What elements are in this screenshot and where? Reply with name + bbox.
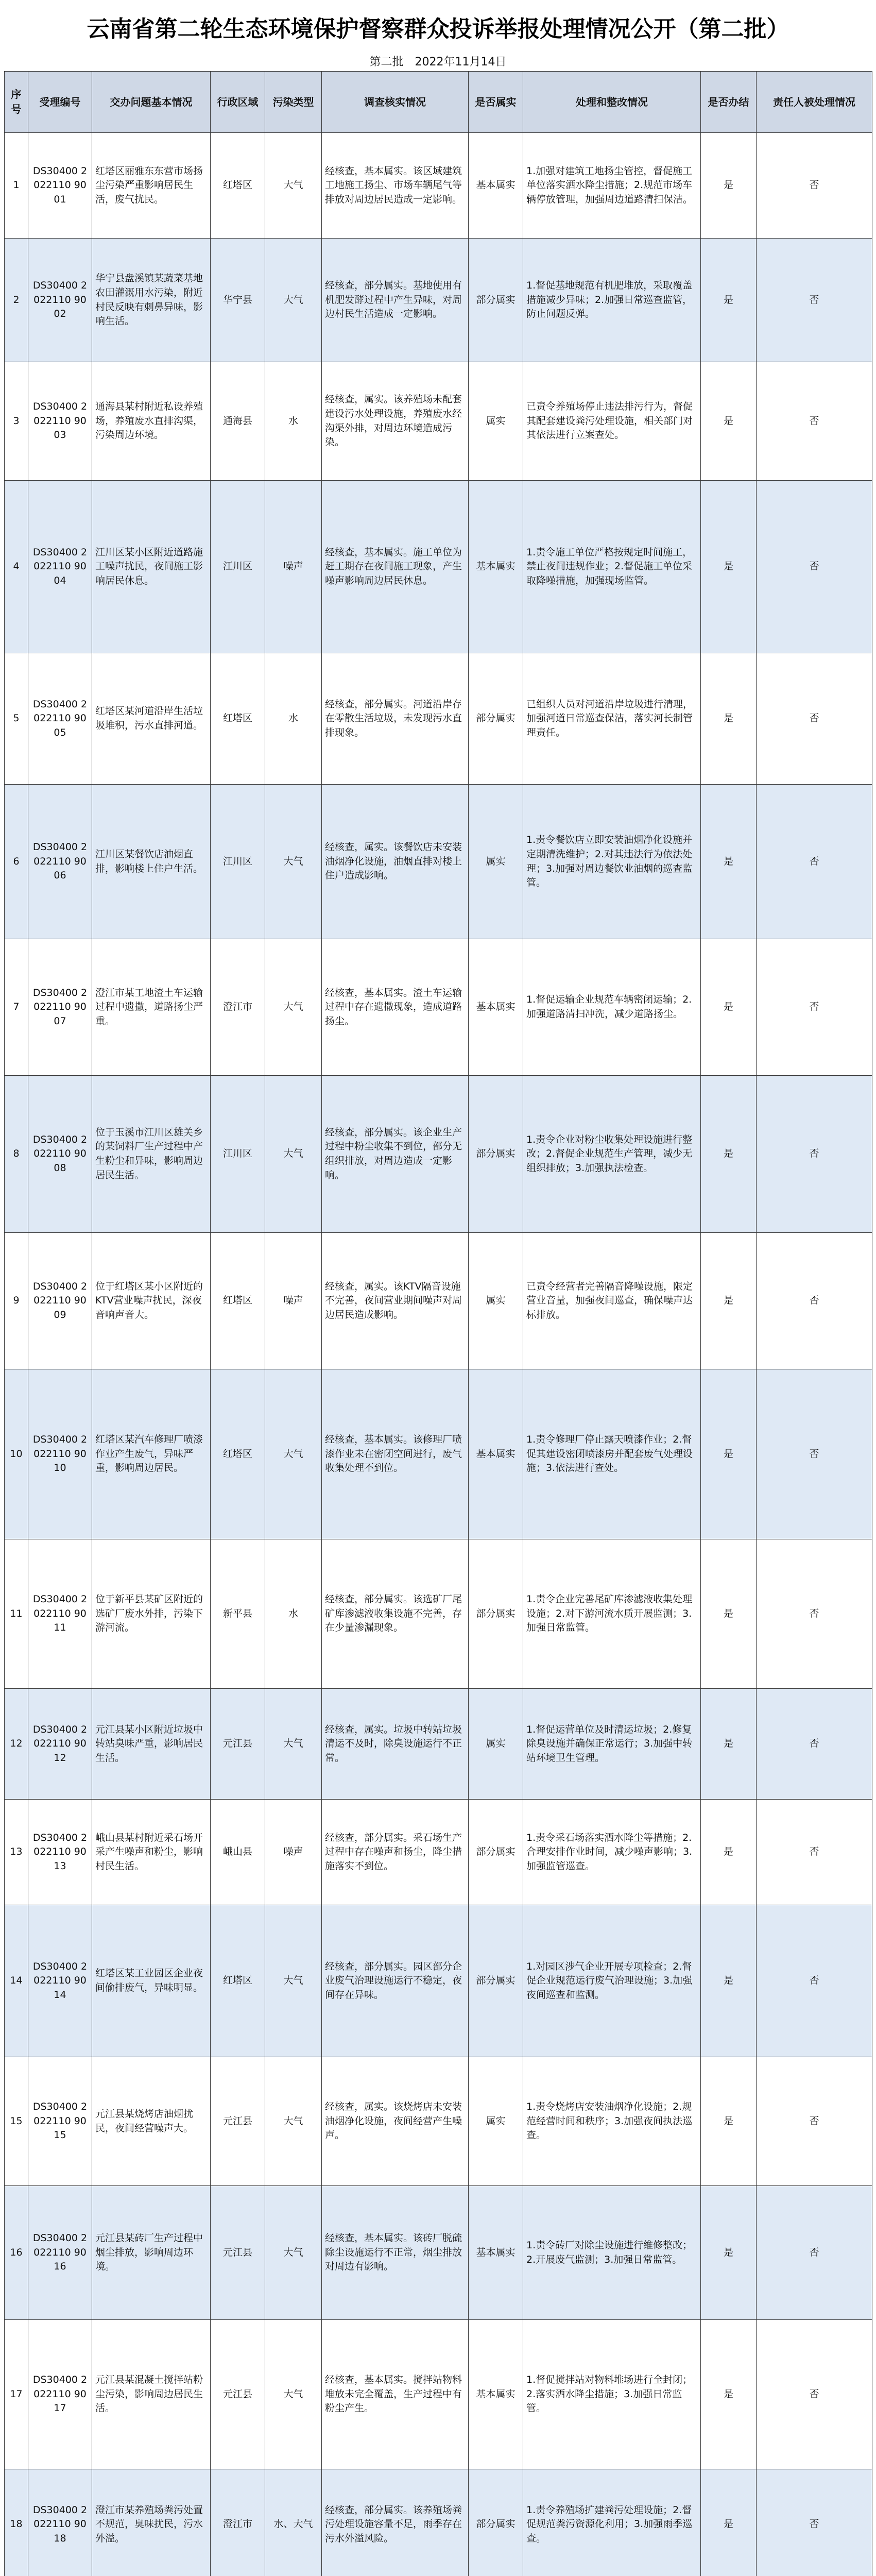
table-row <box>5 2320 872 2469</box>
row-type: 水 <box>265 362 322 481</box>
header-region: 行政区域 <box>211 72 265 133</box>
row-survey: 经核查，部分属实。该选矿厂尾矿库渗滤液收集设施不完善，存在少量渗漏现象。 <box>322 1539 469 1689</box>
row-type: 大气 <box>265 1369 322 1539</box>
row-fact: 属实 <box>469 1233 523 1369</box>
table-row <box>5 653 872 785</box>
row-issue: 元江县某砖厂生产过程中烟尘排放，影响周边环境。 <box>92 2186 211 2320</box>
header-id: 受理编号 <box>28 72 92 133</box>
row-id: DS30400 2022110 9001 <box>28 133 92 239</box>
header-type: 污染类型 <box>265 72 322 133</box>
row-punish: 否 <box>757 785 872 939</box>
table-row <box>5 2469 872 2576</box>
row-done: 是 <box>701 2057 757 2186</box>
row-id: DS30400 2022110 9013 <box>28 1800 92 1905</box>
table-row <box>5 1905 872 2057</box>
row-punish: 否 <box>757 939 872 1076</box>
row-done: 是 <box>701 239 757 362</box>
row-region: 澄江市 <box>211 939 265 1076</box>
row-issue: 位于玉溪市江川区雄关乡的某饲料厂生产过程中产生粉尘和异味，影响周边居民生活。 <box>92 1076 211 1233</box>
row-handling: 1.责令采石场落实洒水降尘等措施；2.合理安排作业时间，减少噪声影响；3.加强监管巡查。 <box>523 1800 701 1905</box>
row-survey: 经核查，属实。该养殖场未配套建设污水处理设施，养殖废水经沟渠外排，对周边环境造成污染。 <box>322 362 469 481</box>
row-survey: 经核查，基本属实。该砖厂脱硫除尘设施运行不正常，烟尘排放对周边有影响。 <box>322 2186 469 2320</box>
row-id: DS30400 2022110 9009 <box>28 1233 92 1369</box>
row-id: DS30400 2022110 9012 <box>28 1689 92 1800</box>
row-done: 是 <box>701 1539 757 1689</box>
row-fact: 部分属实 <box>469 239 523 362</box>
row-region: 通海县 <box>211 362 265 481</box>
complaint-table <box>4 71 872 2576</box>
row-id: DS30400 2022110 9008 <box>28 1076 92 1233</box>
table-row <box>5 362 872 481</box>
row-fact: 部分属实 <box>469 1076 523 1233</box>
page <box>4 3 872 2576</box>
row-issue: 红塔区丽雅东东营市场扬尘污染严重影响居民生活，废气扰民。 <box>92 133 211 239</box>
table-row <box>5 1233 872 1369</box>
row-done: 是 <box>701 1800 757 1905</box>
row-fact: 属实 <box>469 785 523 939</box>
row-handling: 1.责令企业对粉尘收集处理设施进行整改；2.督促企业规范生产管理，减少无组织排放；3.加强执法检查。 <box>523 1076 701 1233</box>
row-punish: 否 <box>757 1539 872 1689</box>
table-row <box>5 939 872 1076</box>
row-handling: 1.责令砖厂对除尘设施进行维修整改；2.开展废气监测；3.加强日常监管。 <box>523 2186 701 2320</box>
row-number: 7 <box>5 939 28 1076</box>
row-type: 大气 <box>265 2186 322 2320</box>
row-type: 水 <box>265 1539 322 1689</box>
row-number: 11 <box>5 1539 28 1689</box>
row-type: 大气 <box>265 1076 322 1233</box>
row-handling: 1.督促运输企业规范车辆密闭运输；2.加强道路清扫冲洗，减少道路扬尘。 <box>523 939 701 1076</box>
table-row <box>5 2057 872 2186</box>
row-fact: 基本属实 <box>469 133 523 239</box>
row-type: 大气 <box>265 939 322 1076</box>
row-survey: 经核查，部分属实。该企业生产过程中粉尘收集不到位，部分无组织排放，对周边造成一定影响。 <box>322 1076 469 1233</box>
header-no: 序号 <box>5 72 28 133</box>
row-survey: 经核查，部分属实。该养殖场粪污处理设施容量不足，雨季存在污水外溢风险。 <box>322 2469 469 2576</box>
table-row <box>5 785 872 939</box>
row-id: DS30400 2022110 9002 <box>28 239 92 362</box>
row-done: 是 <box>701 133 757 239</box>
row-fact: 基本属实 <box>469 939 523 1076</box>
row-done: 是 <box>701 1233 757 1369</box>
page-title: 云南省第二轮生态环境保护督察群众投诉举报处理情况公开（第二批） <box>87 16 789 42</box>
row-type: 噪声 <box>265 1233 322 1369</box>
row-punish: 否 <box>757 1369 872 1539</box>
row-done: 是 <box>701 2320 757 2469</box>
row-number: 13 <box>5 1800 28 1905</box>
row-issue: 华宁县盘溪镇某蔬菜基地农田灌溉用水污染，附近村民反映有刺鼻异味，影响生活。 <box>92 239 211 362</box>
row-fact: 基本属实 <box>469 2186 523 2320</box>
row-id: DS30400 2022110 9015 <box>28 2057 92 2186</box>
row-type: 噪声 <box>265 481 322 653</box>
row-done: 是 <box>701 1076 757 1233</box>
row-number: 5 <box>5 653 28 785</box>
row-number: 12 <box>5 1689 28 1800</box>
row-number: 9 <box>5 1233 28 1369</box>
row-type: 噪声 <box>265 1800 322 1905</box>
row-number: 2 <box>5 239 28 362</box>
table-row <box>5 481 872 653</box>
row-issue: 位于新平县某矿区附近的选矿厂废水外排，污染下游河流。 <box>92 1539 211 1689</box>
row-number: 18 <box>5 2469 28 2576</box>
row-issue: 江川区某小区附近道路施工噪声扰民，夜间施工影响居民休息。 <box>92 481 211 653</box>
row-fact: 属实 <box>469 1689 523 1800</box>
row-handling: 已责令经营者完善隔音降噪设施，限定营业音量，加强夜间巡查，确保噪声达标排放。 <box>523 1233 701 1369</box>
row-handling: 已责令养殖场停止违法排污行为，督促其配套建设粪污处理设施，相关部门对其依法进行立案查处。 <box>523 362 701 481</box>
row-region: 江川区 <box>211 785 265 939</box>
row-survey: 经核查，基本属实。该区域建筑工地施工扬尘、市场车辆尾气等排放对周边居民造成一定影响。 <box>322 133 469 239</box>
row-punish: 否 <box>757 481 872 653</box>
row-type: 大气 <box>265 785 322 939</box>
row-region: 华宁县 <box>211 239 265 362</box>
row-survey: 经核查，属实。该KTV隔音设施不完善，夜间营业期间噪声对周边居民造成影响。 <box>322 1233 469 1369</box>
header-fact: 是否属实 <box>469 72 523 133</box>
row-handling: 1.责令养殖场扩建粪污处理设施；2.督促规范粪污资源化利用；3.加强雨季巡查。 <box>523 2469 701 2576</box>
header-punish: 责任人被处理情况 <box>757 72 872 133</box>
row-done: 是 <box>701 785 757 939</box>
row-handling: 1.责令烧烤店安装油烟净化设施；2.规范经营时间和秩序；3.加强夜间执法巡查。 <box>523 2057 701 2186</box>
row-id: DS30400 2022110 9011 <box>28 1539 92 1689</box>
row-survey: 经核查，部分属实。基地使用有机肥发酵过程中产生异味，对周边村民生活造成一定影响。 <box>322 239 469 362</box>
row-survey: 经核查，基本属实。搅拌站物料堆放未完全覆盖，生产过程中有粉尘产生。 <box>322 2320 469 2469</box>
row-number: 17 <box>5 2320 28 2469</box>
row-issue: 元江县某小区附近垃圾中转站臭味严重，影响居民生活。 <box>92 1689 211 1800</box>
row-handling: 1.督促运营单位及时清运垃圾；2.修复除臭设施并确保正常运行；3.加强中转站环境卫生管理。 <box>523 1689 701 1800</box>
row-punish: 否 <box>757 2320 872 2469</box>
row-region: 红塔区 <box>211 1369 265 1539</box>
row-handling: 1.督促基地规范有机肥堆放，采取覆盖措施减少异味；2.加强日常巡查监管，防止问题反弹。 <box>523 239 701 362</box>
row-region: 元江县 <box>211 1689 265 1800</box>
row-survey: 经核查，基本属实。该修理厂喷漆作业未在密闭空间进行，废气收集处理不到位。 <box>322 1369 469 1539</box>
row-fact: 属实 <box>469 2057 523 2186</box>
row-number: 10 <box>5 1369 28 1539</box>
table-row <box>5 1076 872 1233</box>
row-punish: 否 <box>757 653 872 785</box>
row-done: 是 <box>701 481 757 653</box>
row-punish: 否 <box>757 1076 872 1233</box>
row-fact: 部分属实 <box>469 2469 523 2576</box>
row-issue: 红塔区某河道沿岸生活垃圾堆积，污水直排河道。 <box>92 653 211 785</box>
row-fact: 基本属实 <box>469 2320 523 2469</box>
row-survey: 经核查，部分属实。河道沿岸存在零散生活垃圾，未发现污水直排现象。 <box>322 653 469 785</box>
row-region: 江川区 <box>211 481 265 653</box>
table-row <box>5 1800 872 1905</box>
table-row <box>5 2186 872 2320</box>
table-row <box>5 1539 872 1689</box>
row-id: DS30400 2022110 9010 <box>28 1369 92 1539</box>
row-handling: 已组织人员对河道沿岸垃圾进行清理，加强河道日常巡查保洁，落实河长制管理责任。 <box>523 653 701 785</box>
row-id: DS30400 2022110 9004 <box>28 481 92 653</box>
table-row <box>5 1369 872 1539</box>
table-row <box>5 1689 872 1800</box>
row-fact: 部分属实 <box>469 653 523 785</box>
row-region: 红塔区 <box>211 133 265 239</box>
row-type: 水、大气 <box>265 2469 322 2576</box>
row-region: 红塔区 <box>211 1233 265 1369</box>
row-issue: 红塔区某工业园区企业夜间偷排废气，异味明显。 <box>92 1905 211 2057</box>
row-punish: 否 <box>757 1800 872 1905</box>
row-number: 6 <box>5 785 28 939</box>
row-number: 3 <box>5 362 28 481</box>
header-issue: 交办问题基本情况 <box>92 72 211 133</box>
row-type: 大气 <box>265 1689 322 1800</box>
row-region: 新平县 <box>211 1539 265 1689</box>
row-done: 是 <box>701 2186 757 2320</box>
row-done: 是 <box>701 362 757 481</box>
row-issue: 峨山县某村附近采石场开采产生噪声和粉尘，影响村民生活。 <box>92 1800 211 1905</box>
row-handling: 1.责令餐饮店立即安装油烟净化设施并定期清洗维护；2.对其违法行为依法处理；3.加强对周边餐饮业油烟的巡查监管。 <box>523 785 701 939</box>
row-number: 1 <box>5 133 28 239</box>
row-survey: 经核查，属实。该烧烤店未安装油烟净化设施，夜间经营产生噪声。 <box>322 2057 469 2186</box>
row-punish: 否 <box>757 239 872 362</box>
row-id: DS30400 2022110 9003 <box>28 362 92 481</box>
row-punish: 否 <box>757 2057 872 2186</box>
row-done: 是 <box>701 939 757 1076</box>
row-issue: 元江县某烧烤店油烟扰民，夜间经营噪声大。 <box>92 2057 211 2186</box>
row-id: DS30400 2022110 9014 <box>28 1905 92 2057</box>
row-id: DS30400 2022110 9006 <box>28 785 92 939</box>
row-issue: 通海县某村附近私设养殖场，养殖废水直排沟渠，污染周边环境。 <box>92 362 211 481</box>
row-issue: 江川区某餐饮店油烟直排，影响楼上住户生活。 <box>92 785 211 939</box>
row-id: DS30400 2022110 9016 <box>28 2186 92 2320</box>
row-survey: 经核查，属实。该餐饮店未安装油烟净化设施，油烟直排对楼上住户造成影响。 <box>322 785 469 939</box>
row-id: DS30400 2022110 9018 <box>28 2469 92 2576</box>
header-done: 是否办结 <box>701 72 757 133</box>
row-region: 元江县 <box>211 2057 265 2186</box>
row-done: 是 <box>701 653 757 785</box>
row-handling: 1.责令企业完善尾矿库渗滤液收集处理设施；2.对下游河流水质开展监测；3.加强日常监管。 <box>523 1539 701 1689</box>
row-type: 大气 <box>265 2057 322 2186</box>
page-subtitle: 第二批 2022年11月14日 <box>369 55 507 69</box>
row-issue: 澄江市某工地渣土车运输过程中遗撒，道路扬尘严重。 <box>92 939 211 1076</box>
row-handling: 1.加强对建筑工地扬尘管控，督促施工单位落实洒水降尘措施；2.规范市场车辆停放管理，加强周边道路清扫保洁。 <box>523 133 701 239</box>
table-body <box>5 133 872 2576</box>
row-region: 江川区 <box>211 1076 265 1233</box>
row-region: 红塔区 <box>211 1905 265 2057</box>
row-region: 峨山县 <box>211 1800 265 1905</box>
row-punish: 否 <box>757 1689 872 1800</box>
row-survey: 经核查，部分属实。采石场生产过程中存在噪声和扬尘，降尘措施落实不到位。 <box>322 1800 469 1905</box>
row-id: DS30400 2022110 9005 <box>28 653 92 785</box>
row-handling: 1.督促搅拌站对物料堆场进行全封闭；2.落实洒水降尘措施；3.加强日常监管。 <box>523 2320 701 2469</box>
row-fact: 部分属实 <box>469 1800 523 1905</box>
row-punish: 否 <box>757 362 872 481</box>
row-punish: 否 <box>757 133 872 239</box>
row-region: 红塔区 <box>211 653 265 785</box>
row-issue: 位于红塔区某小区附近的KTV营业噪声扰民，深夜音响声音大。 <box>92 1233 211 1369</box>
row-type: 水 <box>265 653 322 785</box>
row-handling: 1.责令修理厂停止露天喷漆作业；2.督促其建设密闭喷漆房并配套废气处理设施；3.依法进行查处。 <box>523 1369 701 1539</box>
row-region: 元江县 <box>211 2320 265 2469</box>
row-id: DS30400 2022110 9007 <box>28 939 92 1076</box>
row-done: 是 <box>701 1905 757 2057</box>
row-done: 是 <box>701 1369 757 1539</box>
row-fact: 基本属实 <box>469 1369 523 1539</box>
row-region: 元江县 <box>211 2186 265 2320</box>
table-row <box>5 239 872 362</box>
row-issue: 元江县某混凝土搅拌站粉尘污染，影响周边居民生活。 <box>92 2320 211 2469</box>
row-number: 14 <box>5 1905 28 2057</box>
row-issue: 红塔区某汽车修理厂喷漆作业产生废气，异味严重，影响周边居民。 <box>92 1369 211 1539</box>
row-region: 澄江市 <box>211 2469 265 2576</box>
row-number: 15 <box>5 2057 28 2186</box>
table-header-row <box>5 72 872 133</box>
row-done: 是 <box>701 2469 757 2576</box>
row-number: 4 <box>5 481 28 653</box>
row-punish: 否 <box>757 2469 872 2576</box>
row-type: 大气 <box>265 1905 322 2057</box>
row-survey: 经核查，属实。垃圾中转站垃圾清运不及时，除臭设施运行不正常。 <box>322 1689 469 1800</box>
row-type: 大气 <box>265 239 322 362</box>
row-issue: 澄江市某养殖场粪污处置不规范，臭味扰民，污水外溢。 <box>92 2469 211 2576</box>
row-punish: 否 <box>757 1905 872 2057</box>
row-id: DS30400 2022110 9017 <box>28 2320 92 2469</box>
row-survey: 经核查，部分属实。园区部分企业废气治理设施运行不稳定，夜间存在异味。 <box>322 1905 469 2057</box>
row-fact: 属实 <box>469 362 523 481</box>
header-handling: 处理和整改情况 <box>523 72 701 133</box>
table-row <box>5 133 872 239</box>
row-handling: 1.对园区涉气企业开展专项检查；2.督促企业规范运行废气治理设施；3.加强夜间巡查和监测。 <box>523 1905 701 2057</box>
header-survey: 调查核实情况 <box>322 72 469 133</box>
row-fact: 基本属实 <box>469 481 523 653</box>
row-fact: 部分属实 <box>469 1539 523 1689</box>
row-punish: 否 <box>757 2186 872 2320</box>
row-type: 大气 <box>265 133 322 239</box>
row-fact: 部分属实 <box>469 1905 523 2057</box>
row-type: 大气 <box>265 2320 322 2469</box>
row-number: 16 <box>5 2186 28 2320</box>
row-survey: 经核查，基本属实。施工单位为赶工期存在夜间施工现象，产生噪声影响周边居民休息。 <box>322 481 469 653</box>
row-done: 是 <box>701 1689 757 1800</box>
row-survey: 经核查，基本属实。渣土车运输过程中存在遗撒现象，造成道路扬尘。 <box>322 939 469 1076</box>
row-punish: 否 <box>757 1233 872 1369</box>
row-number: 8 <box>5 1076 28 1233</box>
row-handling: 1.责令施工单位严格按规定时间施工，禁止夜间违规作业；2.督促施工单位采取降噪措施，加强现场监管。 <box>523 481 701 653</box>
